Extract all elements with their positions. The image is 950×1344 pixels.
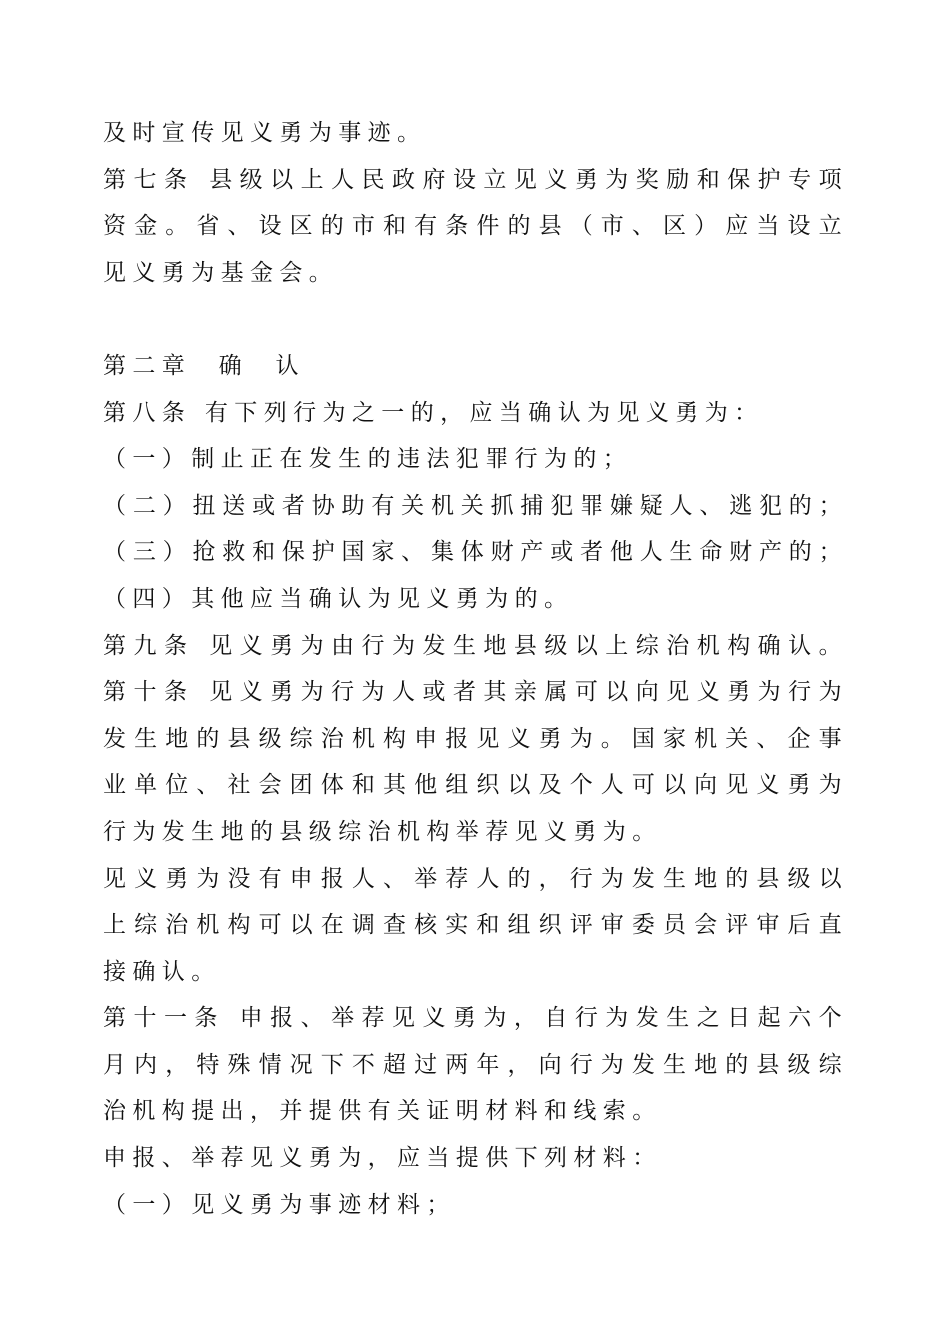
text-line: 上综治机构可以在调查核实和组织评审委员会评审后直	[103, 912, 848, 939]
text-line: 接确认。	[103, 958, 221, 985]
list-item: （一）见义勇为事迹材料；	[103, 1191, 456, 1218]
text-line: 行为发生地的县级综治机构举荐见义勇为。	[103, 818, 662, 845]
text-line: 见义勇为基金会。	[103, 259, 339, 286]
article-7-line: 第七条 县级以上人民政府设立见义勇为奖励和保护专项	[103, 166, 848, 193]
article-10-line: 第十条 见义勇为行为人或者其亲属可以向见义勇为行为	[103, 679, 848, 706]
article-11-line: 第十一条 申报、举荐见义勇为，自行为发生之日起六个	[103, 1005, 848, 1032]
chapter-heading: 第二章 确 认	[103, 352, 305, 379]
article-9-line: 第九条 见义勇为由行为发生地县级以上综治机构确认。	[103, 632, 848, 659]
article-8-line: 第八条 有下列行为之一的，应当确认为见义勇为：	[103, 399, 764, 426]
list-item: （二）扭送或者协助有关机关抓捕犯罪嫌疑人、逃犯的；	[103, 492, 848, 519]
text-line: 月内，特殊情况下不超过两年，向行为发生地的县级综	[103, 1051, 848, 1078]
document-body	[103, 110, 848, 1228]
text-line: 见义勇为没有申报人、举荐人的，行为发生地的县级以	[103, 865, 848, 892]
text-line: 资金。省、设区的市和有条件的县（市、区）应当设立	[103, 213, 848, 240]
text-line: 申报、举荐见义勇为，应当提供下列材料：	[103, 1145, 662, 1172]
blank-line	[103, 296, 848, 343]
list-item: （一）制止正在发生的违法犯罪行为的；	[103, 446, 633, 473]
text-line: 业单位、社会团体和其他组织以及个人可以向见义勇为	[103, 772, 848, 799]
text-line: 发生地的县级综治机构申报见义勇为。国家机关、企事	[103, 725, 848, 752]
list-item: （四）其他应当确认为见义勇为的。	[103, 585, 574, 612]
list-item: （三）抢救和保护国家、集体财产或者他人生命财产的；	[103, 539, 848, 566]
text-line: 治机构提出，并提供有关证明材料和线索。	[103, 1098, 662, 1125]
text-line: 及时宣传见义勇为事迹。	[103, 120, 427, 146]
